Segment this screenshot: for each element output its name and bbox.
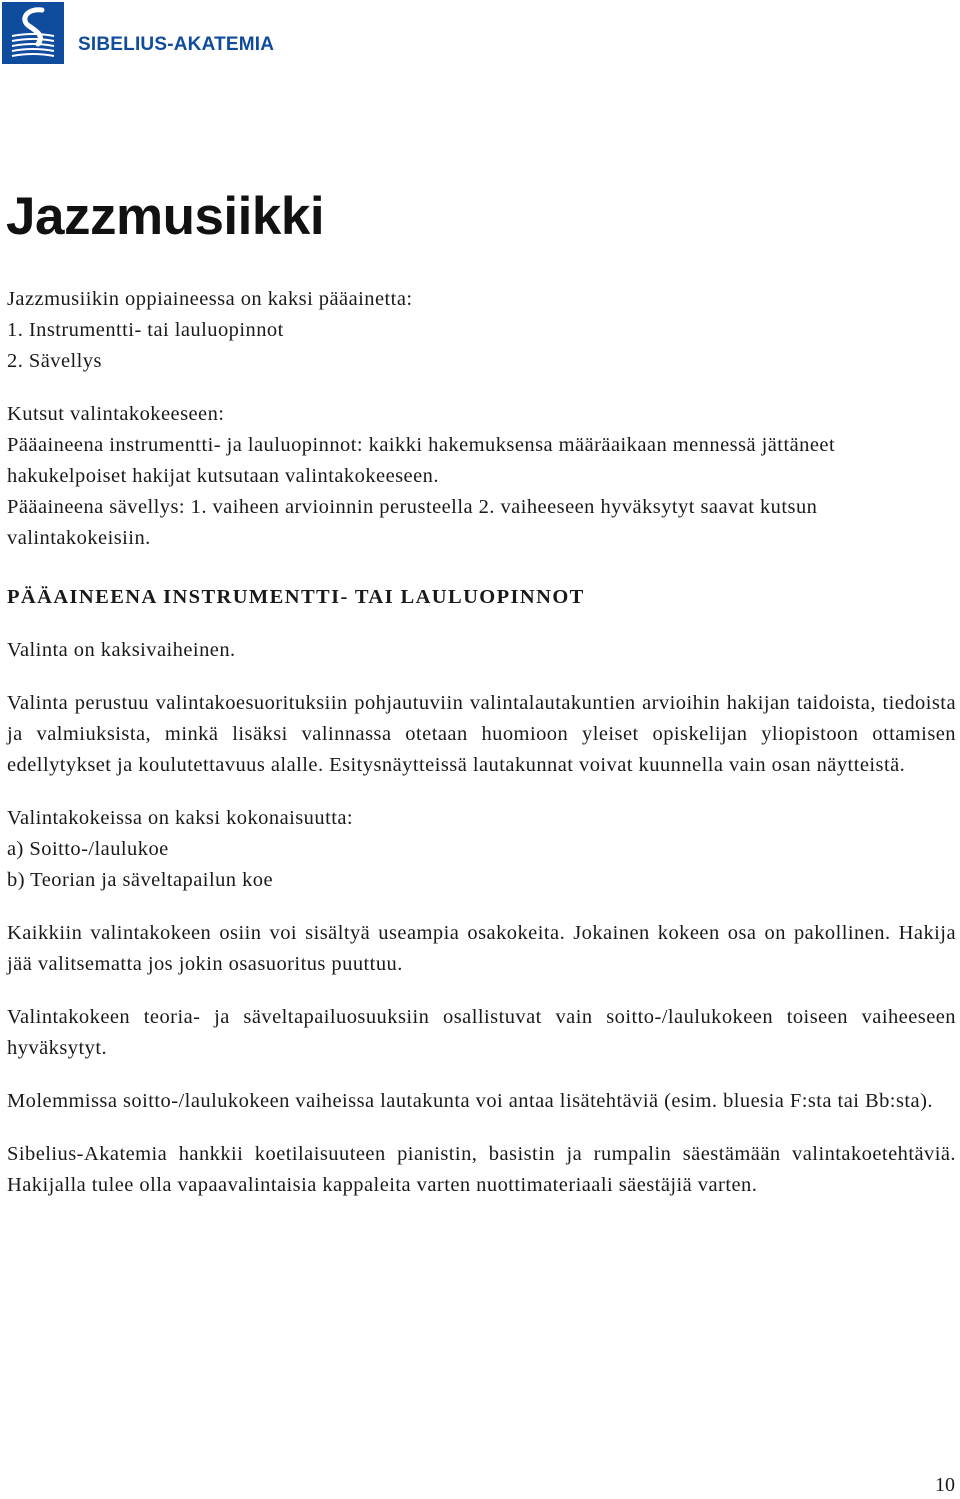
paragraph: Valinta on kaksivaiheinen.: [7, 639, 236, 661]
logo-text: SIBELIUS-AKATEMIA: [78, 34, 275, 55]
page-number: 10: [935, 1474, 955, 1496]
list-item: b) Teorian ja säveltapailun koe: [7, 869, 274, 891]
logo: [2, 2, 274, 64]
intro-line: 1. Instrumentti- tai lauluopinnot: [7, 319, 284, 341]
sibelius-emblem-icon: [2, 2, 64, 64]
intro-line: Jazzmusiikin oppiaineessa on kaksi pääainetta:: [7, 288, 413, 310]
page-title: Jazzmusiikki: [6, 187, 325, 246]
invitations-text: Pääaineena sävellys: 1. vaiheen arvioinnin perusteella 2. vaiheeseen hyväksytyt saavat kutsun valintakokeisiin.: [7, 496, 818, 549]
paragraph: Molemmissa soitto-/laulukokeen vaiheissa lautakunta voi antaa lisätehtäviä (esim. bluesia F:sta tai Bb:sta).: [7, 1090, 933, 1112]
invitations-label: Kutsut valintakokeeseen:: [7, 403, 225, 425]
paragraph: Valinta perustuu valintakoesuorituksiin pohjautuviin valintalautakuntien arvioihin hakijan taidoista, tiedoista ja valmiuksista, minkä lisäksi valinnassa otetaan huomioon yleiset opiskelijan yliopistoon ottamisen edellytykset ja koulutettavuus alalle. Esitysnäytteissä lautakunnat voivat kuunnella vain osan näytteistä.: [7, 692, 956, 776]
paragraph: Valintakokeen teoria- ja säveltapailuosuuksiin osallistuvat vain soitto-/laulukokeen toiseen vaiheeseen hyväksytyt.: [7, 1006, 956, 1059]
paragraph: Valintakokeissa on kaksi kokonaisuutta:: [7, 807, 354, 829]
paragraph: Sibelius-Akatemia hankkii koetilaisuuteen pianistin, basistin ja rumpalin säestämään valintakoetehtäviä. Hakijalla tulee olla vapaavalintaisia kappaleita varten nuottimateriaali säestäjiä varten.: [7, 1143, 956, 1196]
invitations-text: Pääaineena instrumentti- ja lauluopinnot: kaikki hakemuksensa määräaikaan mennessä jättäneet hakukelpoiset hakijat kutsutaan valintakokeeseen.: [7, 434, 836, 487]
document-body: [7, 284, 956, 1201]
intro-line: 2. Sävellys: [7, 350, 102, 372]
paragraph: Kaikkiin valintakokeen osiin voi sisältyä useampia osakokeita. Jokainen kokeen osa on pakollinen. Hakija jää valitsematta jos jokin osasuoritus puuttuu.: [7, 922, 956, 975]
list-item: a) Soitto-/laulukoe: [7, 838, 169, 860]
section-heading: PÄÄAINEENA INSTRUMENTTI- TAI LAULUOPINNOT: [7, 586, 585, 608]
